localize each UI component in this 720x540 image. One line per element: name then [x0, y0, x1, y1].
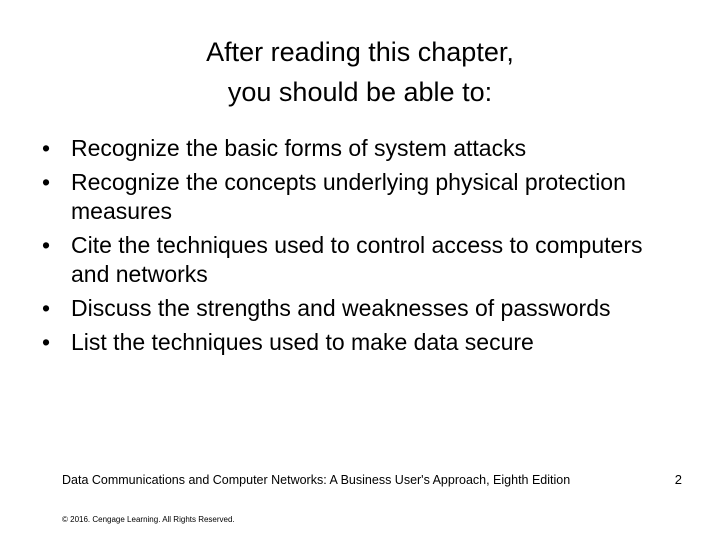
bullet-icon: •: [42, 169, 51, 195]
list-item: [42, 231, 682, 289]
list-item-text: Discuss the strengths and weaknesses of passwords: [71, 295, 611, 321]
slide-title: [0, 32, 720, 112]
slide-title-line-2: you should be able to:: [227, 77, 493, 107]
list-item: [42, 134, 682, 163]
list-item-text: Recognize the concepts underlying physical protection measures: [71, 169, 626, 224]
list-item-text: Recognize the basic forms of system attacks: [71, 135, 527, 161]
objectives-list: [42, 134, 682, 362]
slide-title-line-1: After reading this chapter,: [206, 37, 514, 67]
list-item: [42, 328, 682, 357]
bullet-icon: •: [42, 135, 51, 161]
page-number: 2: [674, 472, 682, 487]
bullet-icon: •: [42, 232, 51, 258]
footer-source: Data Communications and Computer Networks: A Business User's Approach, Eighth Edition: [62, 473, 571, 487]
copyright-notice: © 2016. Cengage Learning. All Rights Reserved.: [62, 515, 235, 524]
list-item: [42, 294, 682, 323]
list-item-text: Cite the techniques used to control access to computers and networks: [71, 232, 643, 287]
list-item: [42, 168, 682, 226]
bullet-icon: •: [42, 295, 51, 321]
bullet-icon: •: [42, 329, 51, 355]
list-item-text: List the techniques used to make data secure: [71, 329, 534, 355]
